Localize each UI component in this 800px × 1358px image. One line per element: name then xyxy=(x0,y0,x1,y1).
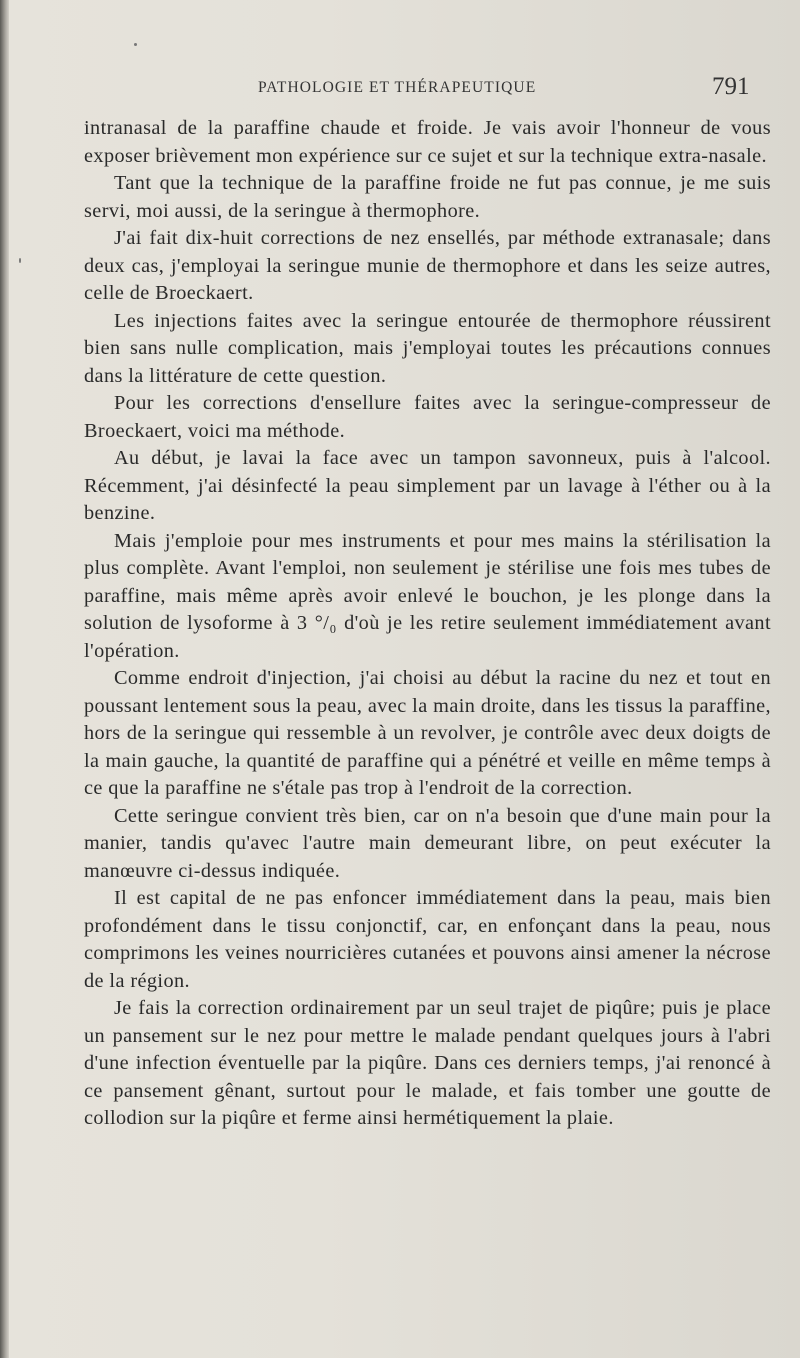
paragraph: J'ai fait dix-huit corrections de nez ensellés, par méthode extranasale; dans deux cas, j'employai la seringue munie de thermophore et dans les seize autres, celle de Broeckaert. xyxy=(84,227,771,304)
page-binding-edge xyxy=(0,0,9,1358)
paragraph: Il est capital de ne pas enfoncer immédiatement dans la peau, mais bien profondément dans le tissu conjonctif, car, en enfonçant dans la peau, nous comprimons les veines nourricières cutanées et pouvons ainsi amener la nécrose de la région. xyxy=(84,887,771,992)
paragraph: Les injections faites avec la seringue entourée de thermophore réussirent bien sans nulle complication, mais j'employai toutes les précautions connues dans la littérature de cette question. xyxy=(84,309,771,387)
running-header xyxy=(0,73,800,106)
paragraph: Pour les corrections d'ensellure faites avec la seringue-compresseur de Broeckaert, voici ma méthode. xyxy=(84,392,771,442)
body-text xyxy=(84,115,771,1133)
scan-speck xyxy=(134,43,137,46)
paragraph: Comme endroit d'injection, j'ai choisi au début la racine du nez et tout en poussant lentement sous la peau, avec la main droite, dans les tissus la paraffine, hors de la seringue qui ressemble à un revolver, je contrôle avec deux doigts de la main gauche, la quantité de paraffine qui a pénétré et veille en même temps à ce que la paraffine ne s'étale pas trop à l'endroit de la correction. xyxy=(84,667,771,799)
paragraph: Je fais la correction ordinairement par un seul trajet de piqûre; puis je place un pansement sur le nez pour mettre le malade pendant quelques jours à l'abri d'une infection éventuelle par la piqûre. Dans ces derniers temps, j'ai renoncé à ce pansement gênant, surtout pour le malade, et fais tomber une goutte de collodion sur la piqûre et ferme ainsi hermétiquement la plaie. xyxy=(84,997,771,1129)
scan-speck xyxy=(19,258,21,263)
paragraph: Tant que la technique de la paraffine froide ne fut pas connue, je me suis servi, moi aussi, de la seringue à thermophore. xyxy=(84,172,771,222)
page-number: 791 xyxy=(712,73,750,100)
paragraph: Mais j'emploie pour mes instruments et pour mes mains la stérilisation la plus complète. Avant l'emploi, non seulement je stérilise une fois mes tubes de paraffine, mais même après avoir enlevé le bouchon, je les plonge dans la solution de lysoforme à 3 °/₀ d'où je les retire seulement immédiatement avant l'opération. xyxy=(84,529,771,662)
paragraph: Cette seringue convient très bien, car on n'a besoin que d'une main pour la manier, tandis qu'avec l'autre main demeurant libre, on peut exécuter la manœuvre ci-dessus indiquée. xyxy=(84,804,771,882)
paragraph: intranasal de la paraffine chaude et froide. Je vais avoir l'honneur de vous exposer brièvement mon expérience sur ce sujet et sur la technique extra-nasale. xyxy=(84,117,771,167)
running-title: PATHOLOGIE ET THÉRAPEUTIQUE xyxy=(258,79,537,96)
paragraph: Au début, je lavai la face avec un tampon savonneux, puis à l'alcool. Récemment, j'ai désinfecté la peau simplement par un lavage à l'éther ou à la benzine. xyxy=(84,447,771,524)
